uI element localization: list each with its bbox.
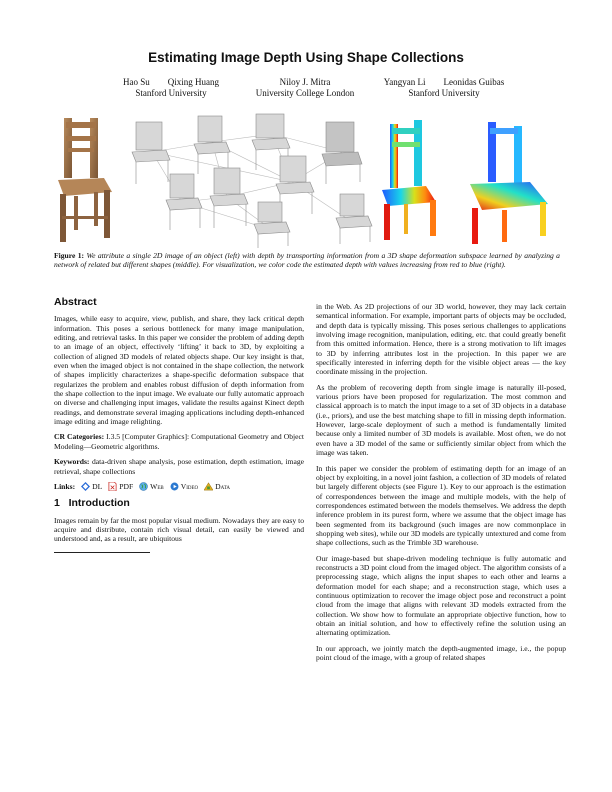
links-label: Links: [54,481,76,491]
paragraph: In our approach, we jointly match the depth-augmented image, i.e., the popup point cloud of the image, with a group of related shapes [316,643,566,663]
dl-icon [81,482,90,491]
chair-model [336,194,372,244]
author-affiliation: University College London [255,88,355,98]
cr-categories [54,432,304,451]
cr-text: I.3.5 [Computer Graphics]: Computational Geometry and Object Modeling—Geometric algorithms. [54,432,304,451]
author-names: Yangyan Li Leonidas Guibas [383,77,505,87]
right-column [316,302,566,668]
link-data[interactable] [204,482,230,491]
video-icon [170,482,179,491]
intro-paragraph: Images remain by far the most popular visual medium. Nowadays they are easy to acquire and distribute, contain rich visual detail, can easily be viewed and understood and, as a result, are ubiquitous [54,515,304,544]
chair-model [132,122,170,184]
links-row [54,482,304,491]
author-affiliation: Stanford University [408,88,480,98]
author-block-2 [230,77,380,99]
link-web-label: Web [150,481,164,491]
depth-result-front [382,120,436,240]
chair-model [210,168,248,228]
figure-caption [54,251,560,270]
link-pdf-label: PDF [119,481,134,491]
abstract-body: Images, while easy to acquire, view, publish, and share, they lack critical depth information. This poses a serious bottleneck for many image manipulation, editing, and retrieval tasks. In this paper we consider the problem of adding depth to an image of an object, effectively ‘lifting’ it back to 3D, by exploiting a collection of aligned 3D models of related objects shape. Our key insight is that, even when the imaged object is not contained in the shape collection, the network of shapes implicitly characterizes a shape-specific deformation subspace that regularizes the problem and enables robust diffusion of depth information from the shape collection to the input image. We evaluate our fully automatic approach on diverse and challenging input images, validate the results against Kinect depth readings, and demonstrate several imaging applications including depth-enhanced image editing and image relighting. [54,314,304,427]
caption-text: We attribute a single 2D image of an object (left) with depth by transporting information from a 3D shape deformation subspace learned by analyzing a network of related but different shapes (middle). For visualization, we color code the estimated depth with values increasing from red to blue (right). [54,251,560,270]
link-data-label: Data [215,481,230,491]
link-dl-label: DL [92,481,103,491]
chair-model [254,202,290,248]
link-video-label: Video [180,481,199,491]
footnote-rule [54,552,150,553]
input-chair-photo [58,118,112,242]
keywords [54,457,304,476]
cr-label: CR Categories: [54,432,105,442]
author-block-1 [96,77,246,99]
caption-label: Figure 1: [54,251,85,260]
keywords-label: Keywords: [54,457,90,467]
depth-result-side [470,122,548,244]
data-icon [204,482,213,491]
left-column [54,298,304,553]
paragraph: In this paper we consider the problem of estimating depth for an image of an object by exploiting, in a novel joint fashion, a collection of 3D models of related but largely different objects (see Figure 1). Key to our approach is the estimation of correspondences between the image and multiple models, with the help of correspondences estimated between the models themselves. We address the depth inference problem in its purest form, where we assume that the object image has been segmented from its background (such images are now commonplace in shopping web sites), while our 3D models are typically untextured and come from shape collections, such as the Trimble 3D warehouse. [316,463,566,548]
paragraph: As the problem of recovering depth from single image is naturally ill-posed, various priors have been proposed for regularization. The most common and classical approach is to match the input image to a set of 3D objects in a database (i.e., priors), and use the best matching shape to fill in missing depth information. However, large-scale deployment of such a method is fundamentally limited because only a limited number of 3D models is available. Most often, we do not even have a 3D model of the same or sufficiently similar object from which the image was taken. [316,382,566,458]
author-names: Niloy J. Mitra [279,77,331,87]
link-video[interactable] [170,482,198,491]
abstract-heading: Abstract [54,296,97,308]
globe-icon [139,482,148,491]
keywords-text: data-driven shape analysis, pose estimation, depth estimation, image retrieval, shape collections [54,457,304,476]
paragraph: Our image-based but shape-driven modeling technique is fully automatic and reconstructs a 3D point cloud from the imaged object. The algorithm consists of a preprocessing stage, which aligns the input shapes to each other and learns a deformation model for each shape; and a reconstruction stage, which uses a continuous optimization to recover the image object pose and reconstruct a point cloud from the image that aligns with relevant 3D models extracted from the collection. We show how to formulate an appropriate objective function, how to obtain an initial solution, and how to effectively refine the solution using an alternating optimization. [316,553,566,638]
link-pdf[interactable] [108,482,133,491]
author-names: Hao Su Qixing Huang [123,77,219,87]
chair-model [194,116,230,174]
paragraph: in the Web. As 2D projections of our 3D world, however, they may lack certain semantical information. For example, important parts of objects may be occluded, and depth data is typically missing. This poses serious challenges to applications involving image recognition, manipulation, editing, etc. that could greatly benefit from this omitted information. Hence, there is a strong motivation to lift images to 3D by inferring attributes lost in the projection. In this paper we are specifically interested in inferring depth for the visible object areas — the key coordinate missing in the projection. [316,302,566,377]
introduction-heading: 1 Introduction [54,497,130,510]
link-web[interactable] [139,482,164,491]
teaser-figure [52,112,560,250]
paper-title: Estimating Image Depth Using Shape Collections [148,50,464,65]
chair-model [166,174,202,230]
pdf-icon [108,482,117,491]
link-dl[interactable] [81,482,102,491]
chair-model [322,122,362,184]
author-affiliation: Stanford University [135,88,207,98]
shape-collection [132,114,372,248]
author-block-3 [364,77,524,99]
